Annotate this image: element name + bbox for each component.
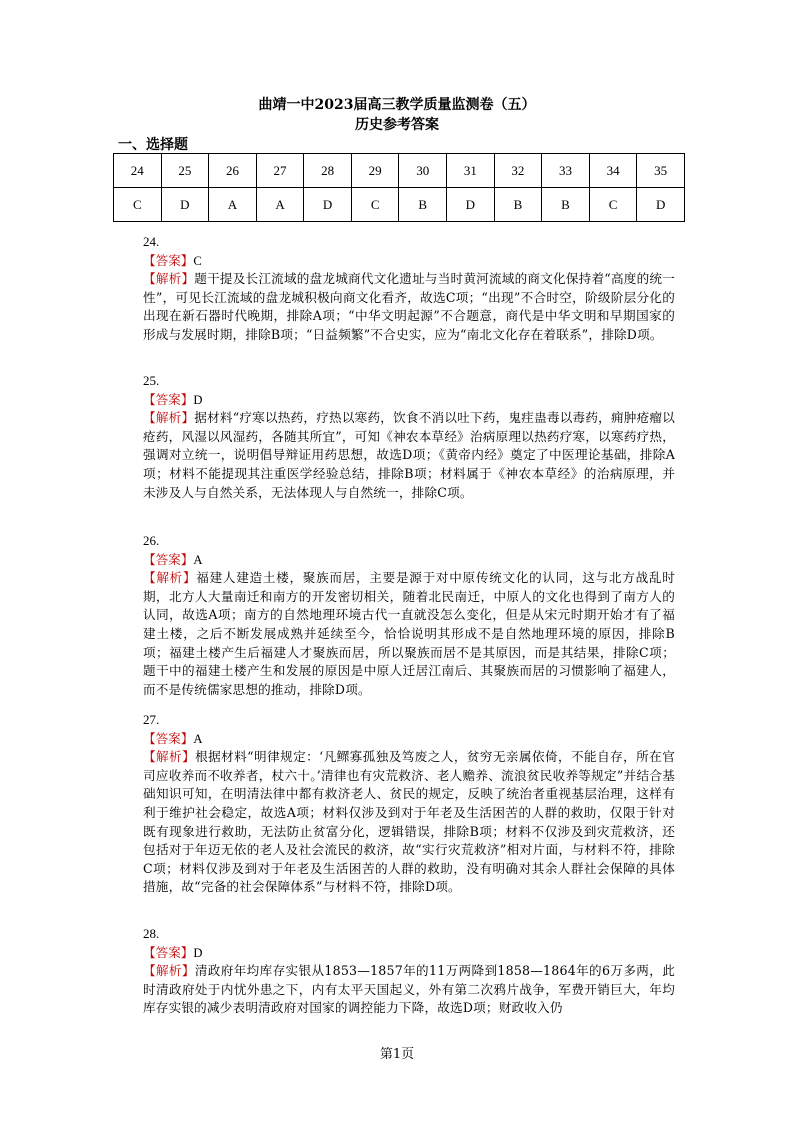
analysis-paragraph	[143, 569, 675, 699]
analysis-text: 清政府年均库存实银从1853—1857年的11万两降到1858—1864年的6万多两，此时清政府处于内忧外患之下，内有太平天国起义，外有第二次鸦片战争，军费开销巨大，年均库存实银的减少表明清政府对国家的调控能力下降，故选D项；财政收入仍	[143, 963, 675, 1016]
answer-line	[143, 730, 675, 749]
analysis-text: 据材料“疗寒以热药，疗热以寒药，饮食不消以吐下药，鬼疰蛊毒以毒药，痈肿疮瘤以疮药，风湿以风湿药，各随其所宜”，可知《神农本草经》治病原理以热药疗寒，以寒药疗热，强调对立统一，说明倡导辩证用药思想，故选D项；《黄帝内经》奠定了中医理论基础，排除A项；材料不能提现其注重医学经验总结，排除B项；材料属于《神农本草经》的治病原理，并未涉及人与自然关系，无法体现人与自然统一，排除C项。	[143, 410, 675, 500]
question-number-cell: 24	[114, 154, 162, 188]
answer-label: 【答案】	[143, 944, 194, 960]
question-number-cell: 26	[209, 154, 257, 188]
question-block	[143, 711, 675, 897]
answer-line	[143, 551, 675, 570]
answer-cell: C	[114, 188, 162, 222]
answer-label: 【答案】	[143, 391, 194, 407]
answer-table	[113, 153, 685, 222]
answer-cell: C	[351, 188, 399, 222]
answer-table-numbers-row	[114, 154, 685, 188]
answer-line	[143, 944, 675, 963]
answer-cell: D	[447, 188, 495, 222]
answer-label: 【答案】	[143, 252, 194, 268]
answer-cell: B	[494, 188, 542, 222]
answer-table-answers-row	[114, 188, 685, 222]
question-block	[143, 233, 675, 345]
question-number-cell: 34	[589, 154, 637, 188]
question-number: 28.	[143, 926, 160, 941]
analysis-paragraph	[143, 962, 675, 1018]
question-block	[143, 532, 675, 699]
analysis-label: 【解析】	[143, 570, 197, 586]
answer-value: D	[193, 945, 203, 960]
question-number: 26.	[143, 533, 160, 548]
answer-cell: C	[589, 188, 637, 222]
answer-value: C	[193, 253, 202, 268]
answer-cell: B	[399, 188, 447, 222]
analysis-text: 题干提及长江流域的盘龙城商代文化遗址与当时黄河流域的商文化保持着“高度的统一性”，可见长江流域的盘龙城积极向商文化看齐，故选C项；“出现”不合时空，阶级阶层分化的出现在新石器时代晚期，排除A项；“中华文明起源”不合题意，商代是中华文明和早期国家的形成与发展时期，排除B项；“日益频繁”不合史实，应为“南北文化存在着联系”，排除D项。	[143, 271, 675, 342]
question-number-cell: 29	[351, 154, 399, 188]
question-number: 24.	[143, 234, 160, 249]
analysis-label: 【解析】	[143, 410, 195, 426]
analysis-label: 【解析】	[143, 271, 195, 287]
question-number: 27.	[143, 712, 160, 727]
page-number: 第1页	[379, 1047, 415, 1062]
answer-cell: A	[209, 188, 257, 222]
analysis-label: 【解析】	[143, 963, 195, 979]
answer-cell: B	[542, 188, 590, 222]
question-number-cell: 31	[447, 154, 495, 188]
answer-value: A	[193, 731, 203, 746]
question-block	[143, 925, 675, 1018]
answer-line	[143, 252, 675, 271]
question-block	[143, 372, 675, 502]
question-number-cell: 33	[542, 154, 590, 188]
analysis-label: 【解析】	[143, 749, 196, 765]
answer-label: 【答案】	[143, 730, 194, 746]
question-number-cell: 32	[494, 154, 542, 188]
document-title: 曲靖一中2023届高三教学质量监测卷（五）	[258, 97, 536, 113]
analysis-paragraph	[143, 270, 675, 344]
answer-line	[143, 391, 675, 410]
analysis-paragraph	[143, 409, 675, 502]
answer-value: A	[193, 552, 203, 567]
analysis-text: 根据材料“明律规定：‘凡鳏寡孤独及笃废之人，贫穷无亲属依倚，不能自存，所在官司应收养而不收养者，杖六十。’清律也有灾荒救济、老人赡养、流浪贫民收养等规定”并结合基础知识可知，在明清法律中都有救济老人、贫民的规定，反映了统治者重视基层治理，这样有利于维护社会稳定，故选A项；材料仅涉及到对于年老及生活困苦的人群的救助，仅限于针对既有现象进行救助，无法防止贫富分化，逻辑错误，排除B项；材料不仅涉及到灾荒救济，还包括对于年迈无依的老人及社会流民的救济，故“实行灾荒救济”相对片面，与材料不符，排除C项；材料仅涉及到对于年老及生活困苦的人群的救助，没有明确对其余人群社会保障的具体措施，故“完备的社会保障体系”与材料不符，排除D项。	[143, 749, 675, 895]
answer-cell: A	[256, 188, 304, 222]
question-number-cell: 27	[256, 154, 304, 188]
answer-cell: D	[161, 188, 209, 222]
question-number-cell: 28	[304, 154, 352, 188]
answer-value: D	[193, 392, 203, 407]
section-heading: 一、选择题	[118, 137, 188, 153]
question-number-cell: 25	[161, 154, 209, 188]
question-number-cell: 30	[399, 154, 447, 188]
answer-label: 【答案】	[143, 551, 194, 567]
analysis-paragraph	[143, 748, 675, 897]
answer-cell: D	[304, 188, 352, 222]
question-number: 25.	[143, 373, 160, 388]
answer-cell: D	[637, 188, 685, 222]
document-subtitle: 历史参考答案	[355, 117, 439, 133]
question-number-cell: 35	[637, 154, 685, 188]
analysis-text: 福建人建造土楼，聚族而居，主要是源于对中原传统文化的认同，这与北方战乱时期，北方人大量南迁和南方的开发密切相关，随着北民南迁，中原人的文化也得到了南方人的认同，故选A项；南方的自然地理环境古代一直就没怎么变化，但是从宋元时期开始才有了福建土楼，之后不断发展成熟并延续至今，恰恰说明其形成不是自然地理环境的原因，排除B项；福建土楼产生后福建人才聚族而居，所以聚族而居不是其原因，而是其结果，排除C项；题干中的福建土楼产生和发展的原因是中原人迁居江南后、其聚族而居的习惯影响了福建人，而不是传统儒家思想的推动，排除D项。	[143, 570, 675, 697]
